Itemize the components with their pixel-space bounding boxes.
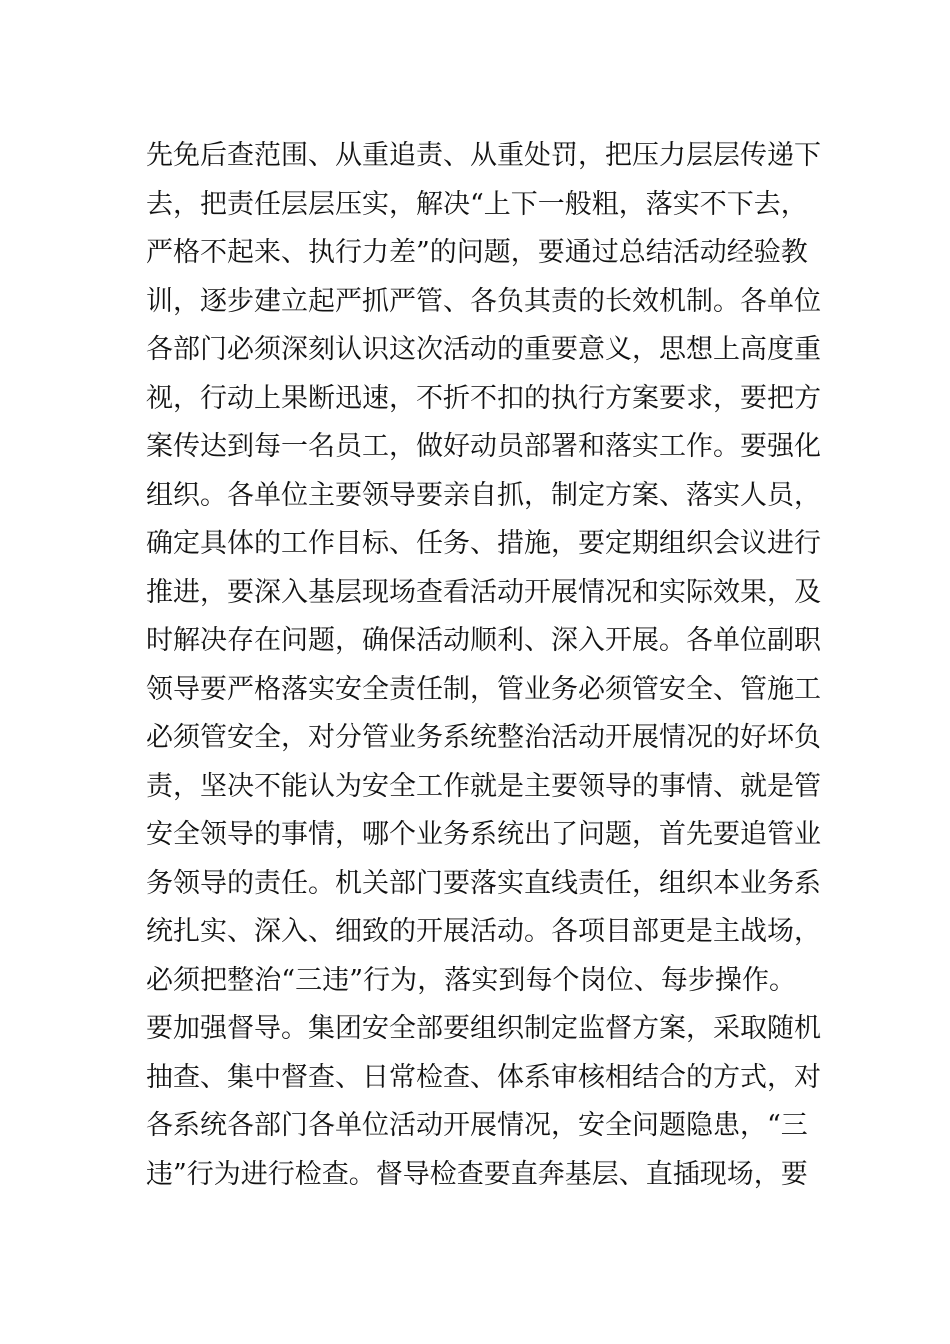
text-line: 违”行为进行检查。督导检查要直奔基层、直插现场，要 <box>146 1158 808 1190</box>
text-line: 训，逐步建立起严抓严管、各负其责的长效机制。各单位 <box>146 285 821 317</box>
text-line: 领导要严格落实安全责任制，管业务必须管安全、管施工 <box>146 673 821 705</box>
text-line: 视，行动上果断迅速，不折不扣的执行方案要求，要把方 <box>146 382 821 414</box>
text-line: 责，坚决不能认为安全工作就是主要领导的事情、就是管 <box>146 770 821 802</box>
text-line: 严格不起来、执行力差”的问题，要通过总结活动经验教 <box>146 237 808 268</box>
text-line: 统扎实、深入、细致的开展活动。各项目部更是主战场， <box>146 916 821 947</box>
text-line: 确定具体的工作目标、任务、措施，要定期组织会议进行 <box>146 528 821 559</box>
text-line: 各系统各部门各单位活动开展情况，安全问题隐患，“三 <box>146 1110 808 1141</box>
text-line: 推进，要深入基层现场查看活动开展情况和实际效果，及 <box>146 576 821 608</box>
text-line: 时解决存在问题，确保活动顺利、深入开展。各单位副职 <box>146 625 821 656</box>
body-paragraph <box>146 132 821 1199</box>
text-line: 组织。各单位主要领导要亲自抓，制定方案、落实人员， <box>146 479 821 511</box>
text-line: 抽查、集中督查、日常检查、体系审核相结合的方式，对 <box>146 1061 821 1093</box>
text-line: 要加强督导。集团安全部要组织制定监督方案，采取随机 <box>146 1013 821 1044</box>
text-line: 各部门必须深刻认识这次活动的重要意义，思想上高度重 <box>146 334 821 365</box>
text-line: 安全领导的事情，哪个业务系统出了问题，首先要追管业 <box>146 819 821 850</box>
text-line: 先免后查范围、从重追责、从重处罚，把压力层层传递下 <box>146 140 821 171</box>
text-line: 必须把整治“三违”行为，落实到每个岗位、每步操作。 <box>146 964 796 996</box>
text-line: 去，把责任层层压实，解决“上下一般粗，落实不下去， <box>146 188 808 220</box>
text-line: 案传达到每一名员工，做好动员部署和落实工作。要强化 <box>146 431 821 462</box>
text-line: 必须管安全，对分管业务系统整治活动开展情况的好坏负 <box>146 722 821 753</box>
text-line: 务领导的责任。机关部门要落实直线责任，组织本业务系 <box>146 867 821 899</box>
